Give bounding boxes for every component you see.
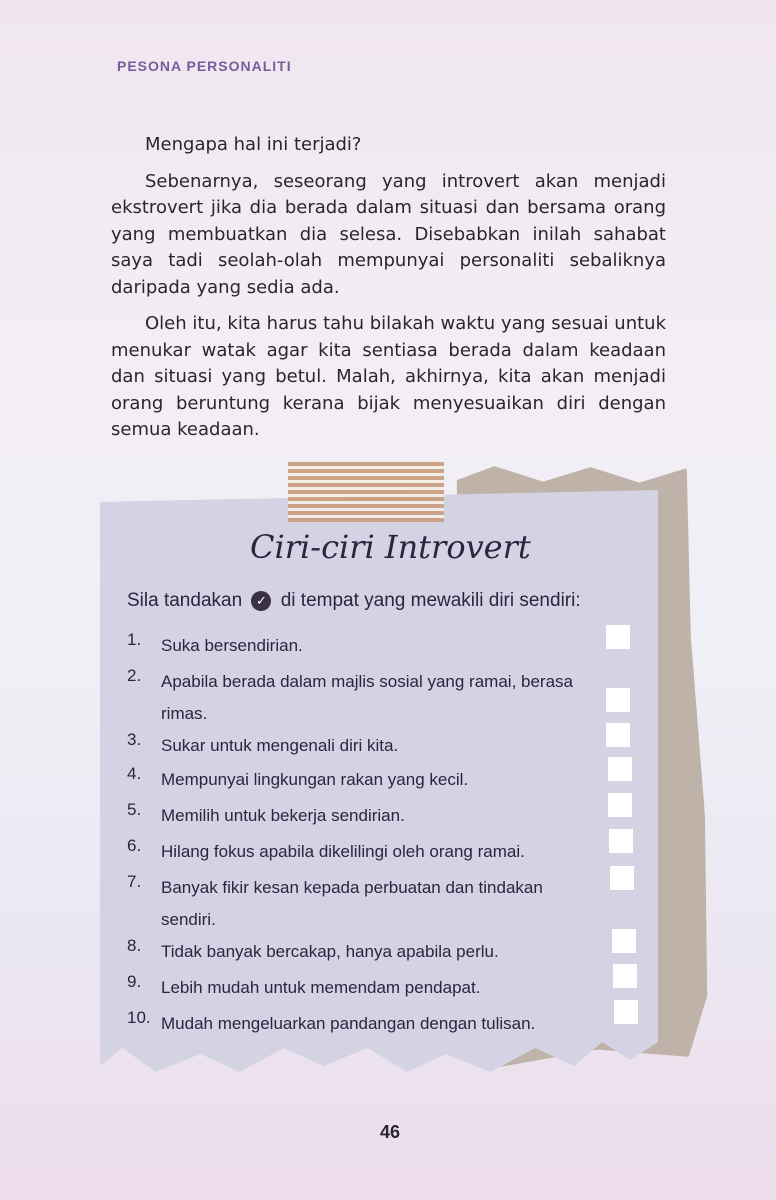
item-text: Tidak banyak bercakap, hanya apabila perlu. bbox=[161, 942, 499, 961]
checklist-instruction bbox=[127, 590, 647, 612]
item-text: Suka bersendirian. bbox=[161, 636, 303, 655]
checkbox[interactable] bbox=[608, 793, 632, 817]
checklist-title: Ciri-ciri Introvert bbox=[250, 528, 531, 566]
instruction-after: di tempat yang mewakili diri sendiri: bbox=[280, 590, 581, 611]
page-number: 46 bbox=[379, 1122, 401, 1142]
item-number: 5. bbox=[127, 800, 142, 819]
item-number: 7. bbox=[127, 872, 142, 891]
paragraph: Sebenarnya, seseorang yang introvert akan menjadi ekstrovert jika dia berada dalam situasi dan bersama orang yang membuatkan dia selesa. Disebabkan inilah sahabat saya tadi seolah-olah mempunyai personaliti sebaliknya daripada yang sedia ada. bbox=[111, 170, 666, 298]
item-number: 1. bbox=[127, 630, 142, 649]
item-number: 6. bbox=[127, 836, 142, 855]
item-number: 8. bbox=[127, 936, 142, 955]
masking-tape bbox=[288, 462, 444, 522]
running-header: PESONA PERSONALITI bbox=[117, 58, 292, 74]
item-text: Apabila berada dalam majlis sosial yang ramai, berasa rimas. bbox=[161, 672, 573, 723]
checkbox[interactable] bbox=[608, 757, 632, 781]
item-number: 4. bbox=[127, 764, 142, 783]
item-text: Mempunyai lingkungan rakan yang kecil. bbox=[161, 770, 469, 789]
item-text: Memilih untuk bekerja sendirian. bbox=[161, 806, 405, 825]
check-circle-icon: ✓ bbox=[251, 591, 271, 611]
checkbox[interactable] bbox=[610, 866, 634, 890]
instruction-before: Sila tandakan bbox=[127, 590, 243, 611]
item-number: 9. bbox=[127, 972, 142, 991]
checkbox[interactable] bbox=[606, 688, 630, 712]
checkbox[interactable] bbox=[606, 625, 630, 649]
checkbox[interactable] bbox=[612, 929, 636, 953]
checkbox[interactable] bbox=[613, 964, 637, 988]
item-number: 3. bbox=[127, 730, 142, 749]
item-text: Mudah mengeluarkan pandangan dengan tulisan. bbox=[161, 1014, 536, 1033]
item-text: Hilang fokus apabila dikelilingi oleh orang ramai. bbox=[161, 842, 525, 861]
paragraph: Mengapa hal ini terjadi? bbox=[145, 134, 362, 155]
item-text: Lebih mudah untuk memendam pendapat. bbox=[161, 978, 481, 997]
paragraph: Oleh itu, kita harus tahu bilakah waktu yang sesuai untuk menukar watak agar kita sentiasa berada dalam keadaan dan situasi yang betul. Malah, akhirnya, kita akan menjadi orang beruntung kerana bijak menyesuaikan diri dengan semua keadaan. bbox=[111, 313, 666, 440]
checkbox[interactable] bbox=[614, 1000, 638, 1024]
checkbox[interactable] bbox=[606, 723, 630, 747]
item-text: Sukar untuk mengenali diri kita. bbox=[161, 736, 399, 755]
item-text: Banyak fikir kesan kepada perbuatan dan tindakan sendiri. bbox=[161, 878, 543, 929]
checkbox[interactable] bbox=[609, 829, 633, 853]
body-text bbox=[111, 132, 666, 454]
item-number: 2. bbox=[127, 666, 142, 685]
item-number: 10. bbox=[127, 1008, 151, 1027]
